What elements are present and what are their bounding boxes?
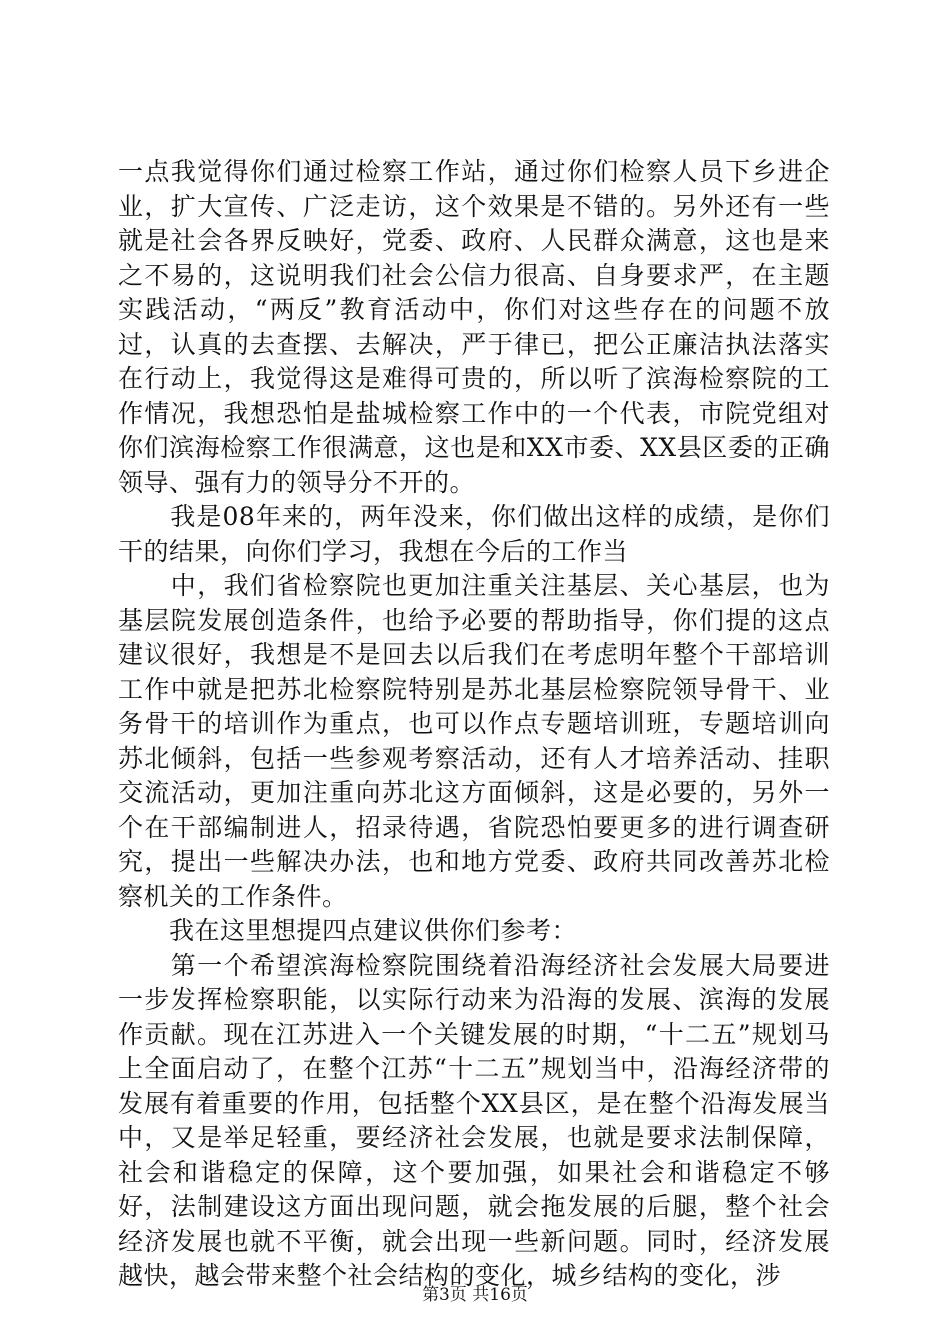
paragraph-5: 第一个希望滨海检察院围绕着沿海经济社会发展大局要进一步发挥检察职能，以实际行动来为沿海的发展、滨海的发展作贡献。现在江苏进入一个关键发展的时期，“十二五”规划马上全面启动了，在整个江苏“十二五”规划当中，沿海经济带的发展有着重要的作用，包括整个XX县区，是在整个沿海发展当中，又是举足轻重，要经济社会发展，也就是要求法制保障，社会和谐稳定的保障，这个要加强，如果社会和谐稳定不够好，法制建设这方面出现问题，就会拖发展的后腿，整个社会经济发展也就不平衡，就会出现一些新问题。同时，经济发展越快，越会带来整个社会结构的变化，城乡结构的变化，涉 (118, 950, 830, 1290)
paragraph-4: 我在这里想提四点建议供你们参考： (118, 916, 578, 945)
paragraph-3: 中，我们省检察院也更加注重关注基层、关心基层，也为基层院发展创造条件，也给予必要的帮助指导，你们提的这点建议很好，我想是不是回去以后我们在考虑明年整个干部培训工作中就是把苏北检察院特别是苏北基层检察院领导骨干、业务骨干的培训作为重点，也可以作点专题培训班，专题培训向苏北倾斜，包括一些参观考察活动，还有人才培养活动、挂职交流活动，更加注重向苏北这方面倾斜，这是必要的，另外一个在干部编制进人，招录待遇，省院恐怕要更多的进行调查研究，提出一些解决办法，也和地方党委、政府共同改善苏北检察机关的工作条件。 (118, 571, 830, 911)
document-body (118, 155, 830, 1294)
paragraph-2: 我是08年来的，两年没来，你们做出这样的成绩，是你们干的结果，向你们学习，我想在今后的工作当 (118, 502, 830, 566)
paragraph-1: 一点我觉得你们通过检察工作站，通过你们检察人员下乡进企业，扩大宣传、广泛走访，这个效果是不错的。另外还有一些就是社会各界反映好，党委、政府、人民群众满意，这也是来之不易的，这说明我们社会公信力很高、自身要求严，在主题实践活动，“两反”教育活动中，你们对这些存在的问题不放过，认真的去查摆、去解决，严于律已，把公正廉洁执法落实在行动上，我觉得这是难得可贵的，所以听了滨海检察院的工作情况，我想恐怕是盐城检察工作中的一个代表，市院党组对你们滨海检察工作很满意，这也是和XX市委、XX县区委的正确领导、强有力的领导分不开的。 (118, 157, 830, 497)
page-footer: 第3页 共16页 (422, 1285, 528, 1305)
